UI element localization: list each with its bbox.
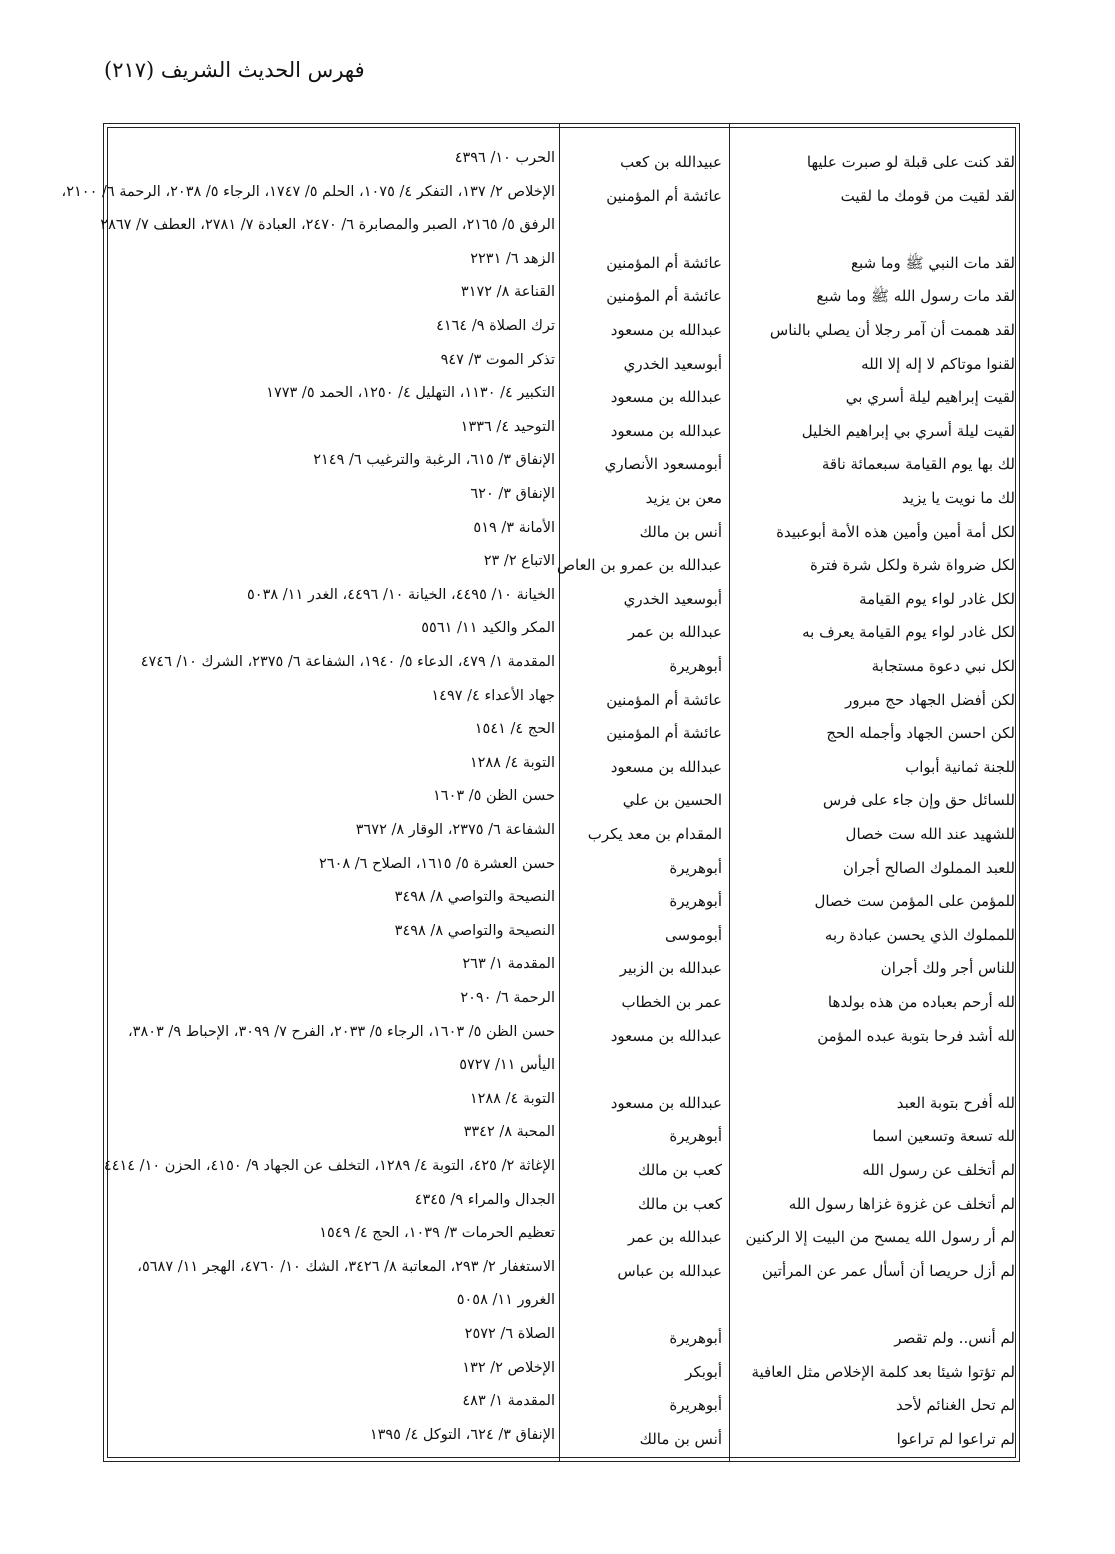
hadith-text: لله أشد فرحا بتوبة عبده المؤمن — [817, 1026, 1015, 1045]
reference-line: حسن الظن ٥/ ١٦٠٣، الرجاء ٥/ ٢٠٣٣، الفرح ٧/ ٣٠٩٩، الإحباط ٩/ ٣٨٠٣، — [127, 1023, 555, 1040]
reference-line: المقدمة ١/ ٢٦٣ — [462, 956, 555, 973]
hadith-text: لكل غادر لواء يوم القيامة يعرف به — [802, 623, 1015, 642]
reference-line: اليأس ١١/ ٥٧٢٧ — [459, 1057, 555, 1074]
narrator-name: عبدالله بن مسعود — [610, 388, 722, 407]
hadith-text: لقد مات النبي ﷺ وما شبع — [851, 253, 1015, 272]
hadith-text: لكن أفضل الجهاد حج مبرور — [845, 690, 1015, 709]
narrator-name: المقدام بن معد يكرب — [587, 825, 722, 843]
reference-line: حسن العشرة ٥/ ١٦١٥، الصلاح ٦/ ٢٦٠٨ — [319, 855, 555, 872]
narrator-name: أبوهريرة — [669, 657, 722, 675]
hadith-text: لم تؤتوا شيئا بعد كلمة الإخلاص مثل العافية — [751, 1362, 1015, 1381]
reference-line: الإخلاص ٢/ ١٣٢ — [462, 1359, 555, 1376]
hadith-text: لقد مات رسول الله ﷺ وما شبع — [816, 287, 1015, 306]
reference-line: تعظيم الحرمات ٣/ ١٠٣٩، الحج ٤/ ١٥٤٩ — [319, 1225, 555, 1242]
narrator-name: عائشة أم المؤمنين — [606, 186, 722, 205]
reference-line: المحبة ٨/ ٣٣٤٢ — [463, 1124, 555, 1141]
hadith-text: لقد كنت على قبلة لو صبرت عليها — [806, 153, 1015, 171]
narrator-name: عائشة أم المؤمنين — [606, 690, 722, 709]
narrator-name: أبوموسى — [665, 925, 722, 944]
hadith-text: للناس أجر ولك أجران — [880, 959, 1015, 978]
narrator-name: أبوهريرة — [669, 858, 722, 877]
narrator-name: كعب بن مالك — [637, 1161, 722, 1179]
narrator-name: عبدالله بن الزبير — [619, 959, 722, 978]
hadith-text: لم تحل الغنائم لأحد — [895, 1396, 1015, 1415]
hadith-text: لم أنس.. ولم تقصر — [894, 1329, 1015, 1347]
hadith-text: لله تسعة وتسعين اسما — [872, 1127, 1015, 1146]
narrator-name: عبدالله بن عمر — [627, 1228, 722, 1247]
hadith-text: لم أتخلف عن غزوة غزاها رسول الله — [788, 1194, 1015, 1213]
reference-line: التوبة ٤/ ١٢٨٨ — [469, 754, 555, 771]
narrator-name: عائشة أم المؤمنين — [606, 253, 722, 272]
narrator-name: عبدالله بن مسعود — [610, 1026, 722, 1045]
page-header: فهرس الحديث الشريف (٢١٧) — [104, 58, 365, 82]
hadith-text: لم أر رسول الله يمسح من البيت إلا الركنين — [745, 1228, 1015, 1247]
hadith-text: لكل ضرواة شرة ولكل شرة فترة — [809, 556, 1015, 575]
hadith-text: للمؤمن على المؤمن ست خصال — [814, 892, 1015, 911]
reference-line: الإنفاق ٣/ ٦٢٠ — [470, 486, 555, 502]
hadith-text: للعبد المملوك الصالح أجران — [842, 858, 1015, 877]
reference-line: ترك الصلاة ٩/ ٤١٦٤ — [436, 318, 555, 334]
reference-line: الرفق ٥/ ٢١٦٥، الصبر والمصابرة ٦/ ٢٤٧٠، العبادة ٧/ ٢٧٨١، العطف ٧/ ٢٨٦٧ — [100, 217, 555, 234]
hadith-text: لم أتخلف عن رسول الله — [862, 1161, 1015, 1179]
hadith-text: لكل نبي دعوة مستجابة — [871, 657, 1015, 675]
narrator-name: عبدالله بن عمر — [627, 623, 722, 642]
narrator-name: أبوهريرة — [669, 1127, 722, 1146]
hadith-text: للسائل حق وإن جاء على فرس — [822, 791, 1015, 810]
narrator-name: أنس بن مالك — [639, 522, 722, 541]
reference-line: الإنفاق ٣/ ٦١٥، الرغبة والترغيب ٦/ ٢١٤٩ — [313, 452, 555, 469]
narrator-name: عبدالله بن مسعود — [610, 1093, 722, 1112]
narrator-name: أبومسعود الأنصاري — [604, 455, 722, 474]
reference-line: الشفاعة ٦/ ٢٣٧٥، الوقار ٨/ ٣٦٧٢ — [355, 822, 555, 838]
narrator-name: عبدالله بن مسعود — [610, 321, 722, 339]
hadith-text: للمملوك الذي يحسن عبادة ربه — [824, 925, 1015, 944]
narrator-name: عبدالله بن عمرو بن العاص — [556, 556, 722, 575]
reference-line: القناعة ٨/ ٣١٧٢ — [460, 284, 555, 301]
hadith-text: لقد هممت أن آمر رجلا أن يصلي بالناس — [769, 321, 1015, 339]
hadith-text: لم تراعوا لم تراعوا — [896, 1429, 1015, 1448]
narrator-name: الحسين بن علي — [622, 791, 722, 810]
narrator-name: عمر بن الخطاب — [621, 993, 722, 1011]
reference-line: الاستغفار ٢/ ٢٩٣، المعاتبة ٨/ ٣٤٢٦، الشك ١٠/ ٤٧٦٠، الهجر ١١/ ٥٦٨٧، — [137, 1258, 555, 1275]
hadith-text: لقيت ليلة أسري بي إبراهيم الخليل — [801, 421, 1015, 440]
hadith-text: لقد لقيت من قومك ما لقيت — [840, 186, 1015, 205]
reference-line: الإغاثة ٢/ ٤٢٥، التوبة ٤/ ١٢٨٩، التخلف عن الجهاد ٩/ ٤١٥٠، الحزن ١٠/ ٤٤١٤ — [103, 1158, 555, 1174]
reference-line: الرحمة ٦/ ٢٠٩٠ — [460, 990, 555, 1006]
hadith-text: لكل غادر لواء يوم القيامة — [859, 589, 1015, 608]
hadith-text: للشهيد عند الله ست خصال — [845, 825, 1015, 843]
reference-line: الخيانة ١٠/ ٤٤٩٥، الخيانة ١٠/ ٤٤٩٦، الغدر ١١/ ٥٠٣٨ — [247, 586, 555, 603]
hadith-text: لكن احسن الجهاد وأجمله الحج — [826, 724, 1015, 743]
narrator-name: أبوهريرة — [669, 1396, 722, 1415]
narrator-name: أبوهريرة — [669, 1329, 722, 1347]
narrator-name: معن بن يزيد — [645, 489, 722, 507]
reference-line: المقدمة ١/ ٤٨٣ — [462, 1393, 555, 1410]
narrator-name: أبوسعيد الخدري — [623, 589, 722, 608]
reference-line: النصيحة والتواصي ٨/ ٣٤٩٨ — [394, 922, 555, 939]
narrator-name: أنس بن مالك — [639, 1429, 722, 1448]
reference-line: التوحيد ٤/ ١٣٣٦ — [460, 418, 555, 435]
reference-line: المكر والكيد ١١/ ٥٥٦١ — [421, 620, 555, 637]
narrator-name: عائشة أم المؤمنين — [606, 724, 722, 743]
hadith-text: لكل أمة أمين وأمين هذه الأمة أبوعبيدة — [776, 522, 1015, 541]
hadith-text: لقنوا موتاكم لا إله إلا الله — [861, 354, 1015, 373]
narrator-name: أبوهريرة — [669, 892, 722, 911]
narrator-name: عبدالله بن عباس — [617, 1261, 722, 1280]
hadith-text: لقيت إبراهيم ليلة أسري بي — [845, 388, 1015, 407]
narrator-name: عبدالله بن مسعود — [610, 421, 722, 440]
reference-line: الحج ٤/ ١٥٤١ — [474, 721, 555, 738]
reference-line: الجدال والمراء ٩/ ٤٣٤٥ — [414, 1191, 555, 1208]
reference-line: المقدمة ١/ ٤٧٩، الدعاء ٥/ ١٩٤٠، الشفاعة ٦/ ٢٣٧٥، الشرك ١٠/ ٤٧٤٦ — [140, 654, 555, 670]
narrator-name: كعب بن مالك — [637, 1194, 722, 1213]
reference-line: الإخلاص ٢/ ١٣٧، التفكر ٤/ ١٠٧٥، الحلم ٥/ ١٧٤٧، الرجاء ٥/ ٢٠٣٨، الرحمة ٦/ ٢١٠٠، — [61, 183, 555, 200]
hadith-text: لم أزل حريصا أن أسأل عمر عن المرأتين — [761, 1261, 1015, 1280]
reference-line: حسن الظن ٥/ ١٦٠٣ — [433, 788, 555, 805]
hadith-text: لله أرحم بعباده من هذه بولدها — [827, 993, 1015, 1011]
reference-line: التوبة ٤/ ١٢٨٨ — [469, 1090, 555, 1107]
reference-line: التكبير ٤/ ١١٣٠، التهليل ٤/ ١٢٥٠، الحمد ٥/ ١٧٧٣ — [266, 385, 555, 402]
narrator-name: عبدالله بن مسعود — [610, 757, 722, 776]
reference-line: جهاد الأعداء ٤/ ١٤٩٧ — [431, 687, 555, 704]
reference-line: النصيحة والتواصي ٨/ ٣٤٩٨ — [394, 889, 555, 906]
hadith-text: لك ما نويت يا يزيد — [902, 489, 1015, 507]
narrator-name: عائشة أم المؤمنين — [606, 287, 722, 306]
reference-line: الأمانة ٣/ ٥١٩ — [473, 519, 555, 536]
reference-line: الزهد ٦/ ٢٢٣١ — [470, 250, 555, 267]
narrator-name: عبيدالله بن كعب — [620, 153, 722, 171]
hadith-text: لك بها يوم القيامة سبعمائة ناقة — [821, 455, 1015, 474]
hadith-text: للجنة ثمانية أبواب — [905, 757, 1015, 776]
reference-line: تذكر الموت ٣/ ٩٤٧ — [440, 351, 555, 368]
hadith-text: لله أفرح بتوبة العبد — [896, 1093, 1015, 1112]
reference-line: الغرور ١١/ ٥٠٥٨ — [456, 1292, 555, 1309]
reference-line: الاتباع ٢/ ٢٣ — [483, 553, 555, 570]
narrator-name: أبوبكر — [685, 1362, 722, 1381]
reference-line: الصلاة ٦/ ٢٥٧٢ — [464, 1326, 555, 1342]
narrator-name: أبوسعيد الخدري — [623, 354, 722, 373]
reference-line: الإنفاق ٣/ ٦٢٤، التوكل ٤/ ١٣٩٥ — [369, 1426, 555, 1443]
reference-line: الحرب ١٠/ ٤٣٩٦ — [454, 150, 555, 166]
